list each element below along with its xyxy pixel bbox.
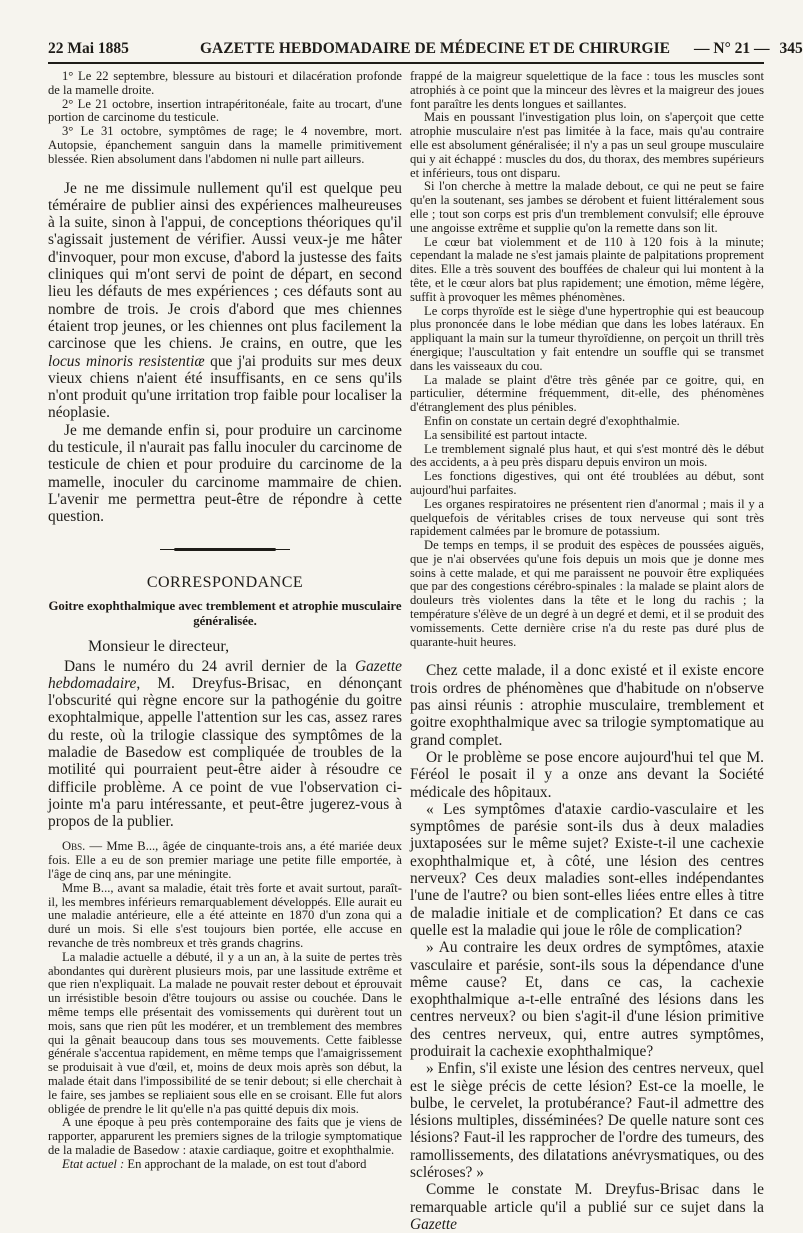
latin-term: locus minoris resistentiæ xyxy=(48,352,205,370)
observation-paragraph: Obs. — Mme B..., âgée de cinquante-trois ans, a été mariée deux fois. Elle a eu de son premier mariage une petite fille emportée, à l'âge de cinq ans, par une méningite. xyxy=(48,839,402,882)
observation-paragraph: Le corps thyroïde est le siège d'une hypertrophie qui est beaucoup plus prononcée dans le lobe médian que dans les lobes latéraux. En appliquant la main sur la tumeur thyroïdienne, on perçoit un thrill très énergique; l'auscultation y fait entendre un souffle qui se transmet dans les vaisseaux du cou. xyxy=(410,303,764,373)
section-title: CORRESPONDANCE xyxy=(146,573,304,591)
journal-name-italic: Gazette hebdomadaire xyxy=(48,657,402,692)
observation-paragraph: La sensibilité est partout intacte. xyxy=(424,427,588,442)
analysis-paragraph: » Au contraire les deux ordres de symptômes, ataxie vasculaire et parésie, sont-ils sous la dépendance d'une même cause? Et, dans ce cas, la cachexie exophthalmique a-t-elle entraîné des lésions dans les centres nerveux? ou bien s'agit-il d'une lésion primitive des centres nerveux, qui, entre autres symptômes, produirait la cachexie exophthalmique? xyxy=(410,939,764,1060)
journal-title: GAZETTE HEBDOMADAIRE DE MÉDECINE ET DE CHIRURGIE xyxy=(200,40,670,57)
observation-paragraph: Les organes respiratoires ne présentent rien d'anormal ; mais il y a quelquefois de véritables crises de toux nerveuse qui sont très rapidement calmées par le bromure de potassium. xyxy=(410,496,764,539)
observation-paragraph: La malade se plaint d'être très gênée par ce goitre, qui, en particulier, détermine fréquemment, dit-elle, des phénomènes d'étranglement des plus pénibles. xyxy=(410,372,764,415)
salutation: Monsieur le directeur, xyxy=(88,637,230,655)
observation-paragraph: Le tremblement signalé plus haut, et qui s'est montré dès le début des accidents, a à peu près disparu depuis environ un mois. xyxy=(410,441,764,470)
observation-text xyxy=(48,840,402,1171)
observation-paragraph: Mais en poussant l'investigation plus loin, on s'aperçoit que cette atrophie musculaire n'est pas limitée à la face, mais qu'au contraire elle est absolument généralisée; il n'y a pas un seul groupe musculaire qui y ait échappé : muscles du dos, du thorax, des membres supérieurs et inférieurs, tous ont disparu. xyxy=(410,110,764,180)
observation-paragraph: Si l'on cherche à mettre la malade debout, ce qui ne peut se faire qu'en la soutenant, ses jambes se dérobent et fuient littéralement sous elle ; tout son corps est pris d'un tremblement convulsif; elle éprouve une angoisse extrême et supplie qu'on la remette dans son lit. xyxy=(410,179,764,235)
timeline-item: 3° Le 31 octobre, symptômes de rage; le 4 novembre, mort. Autopsie, épanchement sanguin dans la mamelle primitivement blessée. Rien absolument dans l'abdomen ni nulle part ailleurs. xyxy=(48,124,402,166)
issue-and-page xyxy=(684,38,803,60)
section-separator xyxy=(174,548,276,551)
observation-paragraph: La maladie actuelle a débuté, il y a un an, à la suite de pertes très abondantes qui durèrent plusieurs mois, par une lassitude extrême et que rien n'expliquait. La malade ne pouvait rester debout et éprouvait un irrésistible besoin d'être toujours ou assise ou couchée. Dans le même temps elle présentait des vomissements qui durèrent tout un mois, sans que rien pût les modérer, et un tremblement des membres qui la gênait beaucoup dans tous ses mouvements. Cette faiblesse générale s'accentua rapidement, en même temps que l'amaigrissement se produisait à vue d'œil, et, moins de deux mois après son début, la malade était dans l'impossibilité de se tenir debout; si elle cherchait à le faire, ses jambes se repliaient sous elle en se croisant. Elle fut alors obligée de prendre le lit qu'elle n'a pas quitté depuis dix mois. xyxy=(48,949,402,1116)
obs-label: Obs. xyxy=(62,839,86,854)
observation-paragraph: A une époque à peu près contemporaine des faits que je viens de rapporter, apparurent les premiers signes de la trilogie symptomatique de la maladie de Basedow : ataxie cardiaque, goitre et exophthalmie. xyxy=(48,1115,402,1158)
observation-continued xyxy=(410,70,764,649)
analysis-text xyxy=(410,662,764,1233)
discussion-text xyxy=(48,180,402,526)
analysis-paragraph: Comme le constate M. Dreyfus-Brisac dans le remarquable article qu'il a publié sur ce sujet dans la Gazette xyxy=(410,1181,764,1233)
analysis-paragraph: Chez cette malade, il a donc existé et il existe encore trois ordres de phénomènes que d'habitude on n'observe pas ainsi réunis : atrophie musculaire, tremblement et goitre exophthalmique avec sa trilogie symptomatique au grand complet. xyxy=(410,662,764,749)
right-column xyxy=(410,70,764,1233)
observation-paragraph: Mme B..., avant sa maladie, était très forte et avait surtout, paraît-il, les membres inférieurs remarquablement développés. Elle aurait eu une maladie antérieure, elle a été atteinte en 1870 d'un zona qui a duré un mois. Si elle s'est toujours bien portée, elle accuse en revanche de très nombreux et très grands chagrins. xyxy=(48,880,402,951)
issue-number: — N° 21 — xyxy=(694,40,770,57)
analysis-paragraph: » Enfin, s'il existe une lésion des centres nerveux, quel est le siège précis de cette lésion? Est-ce la moelle, le bulbe, le cervelet, la protubérance? Faut-il admettre des lésions multiples, disséminées? De quelle nature sont ces lésions? Faut-il les rapprocher de l'ordre des tumeurs, des ramollissements, des dilatations anévrysmatiques, ou des scléroses? » xyxy=(410,1060,764,1182)
analysis-paragraph: Or le problème se pose encore aujourd'hui tel que M. Féréol le posait il y a onze ans devant la Société médicale des hôpitaux. xyxy=(410,748,764,801)
journal-name-italic: Gazette xyxy=(410,1215,458,1233)
page-number: 345 xyxy=(779,40,803,57)
discussion-paragraph: Je ne me dissimule nullement qu'il est quelque peu téméraire de publier ainsi des expériences malheureuses à la suite, sinon à l'appui, de conceptions théoriques qu'il s'agissait justement de vérifier. Aussi veux-je me hâter d'invoquer, pour mon excuse, d'abord la justesse des faits cliniques qui m'ont servi de point de départ, en second lieu les défauts de mes expériences ; ces défauts sont au nombre de trois. Je crois d'abord que mes chiennes étaient trop jeunes, or les chiennes ont plus facilement la carcinose que les chiens. Je crains, en outre, que les locus minoris resistentiæ que j'ai produits sur mes deux vieux chiens n'aient été insuffisants, en ce sens qu'ils n'ont produit qu'une irritation trop faible pour localiser la néoplasie. xyxy=(48,179,402,422)
observation-paragraph: Le cœur bat violemment et de 110 à 120 fois à la minute; cependant la malade ne s'est jamais plainte de palpitations proprement dites. Elle a très souvent des bouffées de chaleur qui lui montent à la tête, et le cœur alors bat plus rapidement; une émotion, même légère, suffit à provoquer les mêmes phénomènes. xyxy=(410,234,764,304)
running-header xyxy=(48,38,803,60)
analysis-paragraph: « Les symptômes d'ataxie cardio-vasculaire et les symptômes de parésie sont-ils dus à deux maladies juxtaposées sur le même sujet? Existe-t-il une cachexie exophthalmique et, à côté, une lésion des centres nerveux? Ces deux maladies sont-elles indépendantes l'une de l'autre? ou bien sont-elles liées entre elles à titre de maladie initiale et de complication? Et dans ce cas quelle est la maladie qui joue le rôle de complication? xyxy=(410,800,764,939)
observation-paragraph: Etat actuel : En approchant de la malade, on est tout d'abord xyxy=(62,1156,367,1171)
letter-paragraph: Dans le numéro du 24 avril dernier de la Gazette hebdomadaire, M. Dreyfus-Brisac, en dénonçant l'obscurité qui règne encore sur la pathogénie du goitre exophtalmique, appelle l'attention sur les cas, assez rares du reste, où la trilogie classique des symptômes de la maladie de Basedow est compliquée de troubles de la motilité qui pourraient peut-être aider à résoudre ce difficile problème. A ce point de vue l'observation ci-jointe m'a paru intéressante, et peut-être jugerez-vous à propos de la publier. xyxy=(48,657,402,831)
observation-paragraph: De temps en temps, il se produit des espèces de poussées aiguës, que je n'ai observées qu'une fois depuis un mois que je donne mes soins à cette malade, et qui me paraissent ne pouvoir être expliquées que par des congestions cérébro-spinales : la malade se plaint alors de douleurs très violentes dans la tête et le long du rachis ; la température s'élève de un degré à un degré et demi, et il se produit des vomissements. Cette dernière crise n'a du reste pas duré plus de quarante-huit heures. xyxy=(410,538,764,649)
header-rule xyxy=(48,62,764,64)
issue-date: 22 Mai 1885 xyxy=(48,40,129,57)
etat-label: Etat actuel : xyxy=(62,1156,125,1171)
timeline-item: 1° Le 22 septembre, blessure au bistouri et dilacération profonde de la mamelle droite. xyxy=(48,69,402,97)
discussion-paragraph: Je me demande enfin si, pour produire un carcinome du testicule, il n'aurait pas fallu inoculer du carcinome de testicule de chien et pour produire du carcinome de la mamelle, inoculer du carcinome mammaire de chien. L'avenir me permettra peut-être de répondre à cette question. xyxy=(48,421,402,526)
experiment-timeline xyxy=(48,70,402,167)
letter-intro xyxy=(48,658,402,831)
timeline-item: 2° Le 21 octobre, insertion intrapéritonéale, faite au trocart, d'une portion de carcinome du testicule. xyxy=(48,96,402,125)
observation-paragraph: frappé de la maigreur squelettique de la face : tous les muscles sont atrophiés à ce point que la minceur des lèvres et la maigreur des joues font paraître les dents longues et saillantes. xyxy=(410,69,764,111)
left-column xyxy=(48,70,402,1172)
observation-paragraph: Les fonctions digestives, qui ont été troublées au début, sont aujourd'hui parfaites. xyxy=(410,469,764,497)
observation-paragraph: Enfin on constate un certain degré d'exophthalmie. xyxy=(424,413,680,428)
article-subtitle: Goitre exophthalmique avec tremblement et atrophie musculaire généralisée. xyxy=(48,598,402,628)
